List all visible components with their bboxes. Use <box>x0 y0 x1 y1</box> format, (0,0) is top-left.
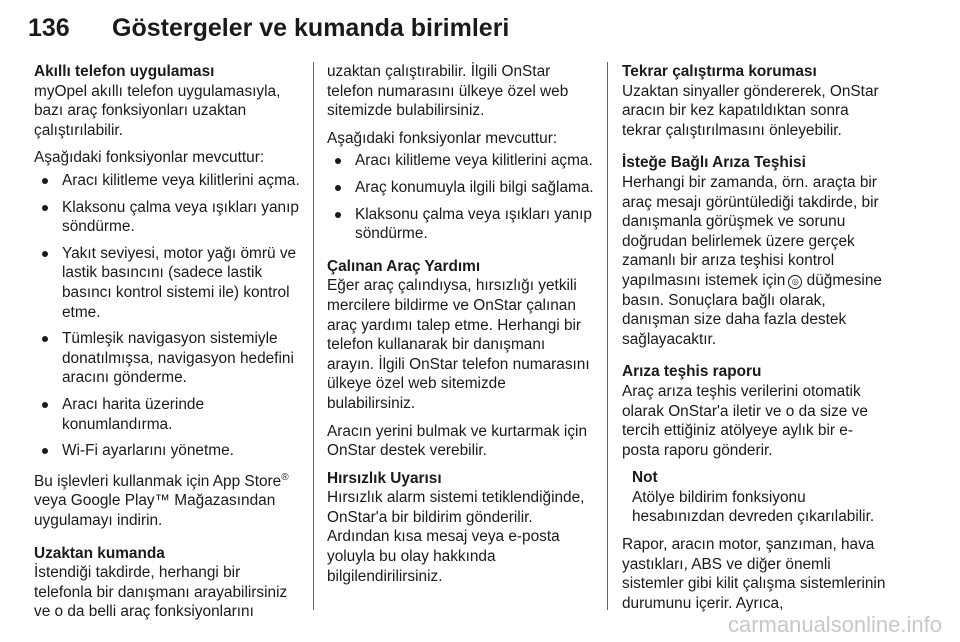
paragraph-functions-lead: Aşağıdaki fonksiyonlar mevcuttur: <box>34 149 265 167</box>
watermark: carmanualsonline.info <box>727 612 942 637</box>
column-1 <box>34 62 300 622</box>
page-header <box>28 4 930 52</box>
paragraph-stolen-vehicle: Eğer araç çalındıysa, hırsızlığı yetkili mercilere bildirme ve OnStar çalınan araç yardımı talep etme. Herhangi bir telefon kullanarak bir danışmanı arayın. İlgili OnStar telefon numarasını ülkeye özel web sitemizde bulabilirsiniz. <box>327 277 590 412</box>
section-heading-stolen-vehicle: Çalınan Araç Yardımı <box>327 257 481 275</box>
paragraph-diagnostic-report: Araç arıza teşhis verilerini otomatik olarak OnStar'a iletir ve o da size ve tercih ettiğiniz atölyeye aylık bir e-posta raporu gönderir. <box>622 382 868 459</box>
paragraph-app-intro: myOpel akıllı telefon uygulamasıyla, bazı araç fonksiyonları uzaktan çalıştırılabilir. <box>34 82 281 139</box>
onstar-button-icon: ◎ <box>788 275 802 289</box>
list-item: Araç konumuyla ilgili bilgi sağlama. <box>327 178 595 198</box>
registered-mark: ® <box>281 471 289 483</box>
list-item: Aracı kilitleme veya kilitlerini açma. <box>34 171 300 191</box>
paragraph-on-demand-diagnostics <box>622 173 890 349</box>
page-title: Göstergeler ve kumanda birimleri <box>112 13 510 42</box>
paragraph-download <box>34 468 300 531</box>
download-text-pre: Bu işlevleri kullanmak için App Store <box>34 472 282 490</box>
list-item: Aracı harita üzerinde konumlandırma. <box>34 395 300 434</box>
paragraph-remote-continued: uzaktan çalıştırabilir. İlgili OnStar telefon numarasını ülkeye özel web sitemizde bulabilirsiniz. <box>327 63 569 120</box>
section-heading-theft-alert: Hırsızlık Uyarısı <box>327 469 442 487</box>
column-divider <box>313 62 314 610</box>
section-heading-restart-protection: Tekrar çalıştırma koruması <box>622 63 817 80</box>
paragraph-report-contents: Rapor, aracın motor, şanzıman, hava yastıkları, ABS ve diğer önemli sistemler gibi kilit çalışma sistemlerinin durumunu içerir. Ayrıca, <box>622 536 886 612</box>
download-text-post: veya Google Play™ Mağazasından uygulamayı indirin. <box>34 492 276 529</box>
paragraph-functions-lead: Aşağıdaki fonksiyonlar mevcuttur: <box>327 129 558 147</box>
page-number: 136 <box>28 13 70 42</box>
paragraph-restart-protection: Uzaktan sinyaller göndererek, OnStar aracın bir kez kapatıldıktan sonra tekrar çalıştırılmasını önleyebilir. <box>622 82 879 139</box>
diagnostics-text-post: düğmesine basın. Sonuçlara bağlı olarak, danışman size daha fazla destek sağlayacaktır. <box>622 271 882 348</box>
bullet-list-remote-functions <box>327 151 595 243</box>
column-2 <box>327 62 595 586</box>
section-heading-diagnostic-report: Arıza teşhis raporu <box>622 363 762 381</box>
section-heading-remote-control: Uzaktan kumanda <box>34 544 165 562</box>
note-text: Atölye bildirim fonksiyonu hesabınızdan devreden çıkarılabilir. <box>632 488 875 526</box>
list-item: Aracı kilitleme veya kilitlerini açma. <box>327 151 595 171</box>
diagnostics-text-pre: Herhangi bir zamanda, örn. araçta bir araç mesajı görüntülediği takdirde, bir danışmanla görüşmek ve sorunu doğrudan belirlemek üzere gerçek zamanlı bir arıza teşhisi kontrol yapılmasını istemek için <box>622 173 879 289</box>
paragraph-stolen-recovery: Aracın yerini bulmak ve kurtarmak için OnStar destek verebilir. <box>327 422 588 460</box>
list-item: Wi-Fi ayarlarını yönetme. <box>34 441 300 461</box>
paragraph-remote-control: İstendiği takdirde, herhangi bir telefonla bir danışmanı arayabilirsiniz ve o da belli araç fonksiyonlarını <box>34 564 288 621</box>
list-item: Klaksonu çalma veya ışıkları yanıp söndürme. <box>327 205 595 244</box>
section-heading-smartphone-app: Akıllı telefon uygulaması <box>34 63 215 80</box>
list-item: Klaksonu çalma veya ışıkları yanıp söndürme. <box>34 198 300 237</box>
column-divider <box>607 62 608 610</box>
list-item: Tümleşik navigasyon sistemiyle donatılmışsa, navigasyon hedefini aracını gönderme. <box>34 329 300 388</box>
section-heading-on-demand-diagnostics: İsteğe Bağlı Arıza Teşhisi <box>622 154 806 172</box>
note-box <box>622 468 890 527</box>
paragraph-theft-alert: Hırsızlık alarm sistemi tetiklendiğinde, OnStar'a bir bildirim gönderilir. Ardından kısa mesaj veya e-posta yoluyla bu olay hakkında bilgilendirilirsiniz. <box>327 489 585 585</box>
list-item: Yakıt seviyesi, motor yağı ömrü ve lastik basıncını (sadece lastik basıncı kontrol sistemi ile) kontrol etme. <box>34 244 300 322</box>
bullet-list-app-functions <box>34 171 300 461</box>
note-title: Not <box>632 469 658 487</box>
column-3 <box>622 62 890 613</box>
